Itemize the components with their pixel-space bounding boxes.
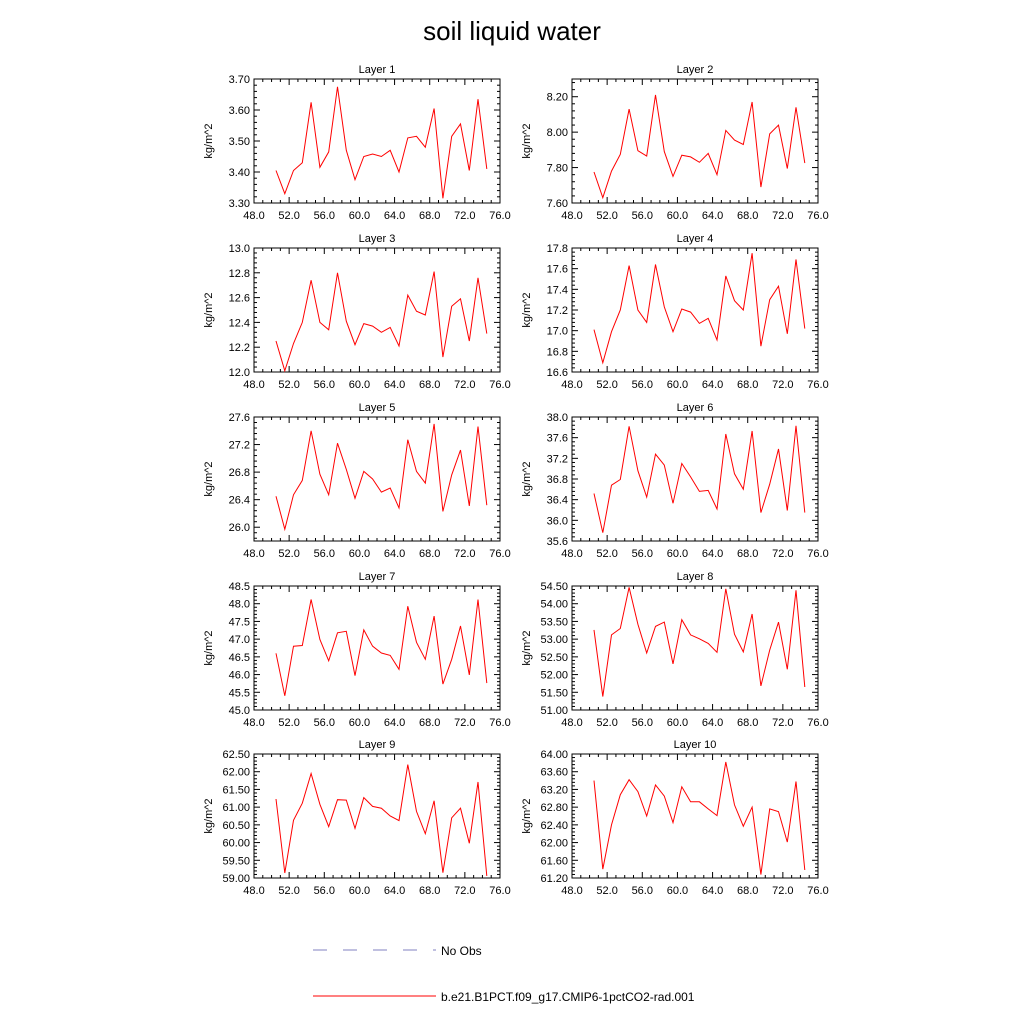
x-tick-label: 72.0	[454, 548, 476, 560]
y-tick-label: 61.20	[540, 873, 568, 885]
panel-title: Layer 5	[358, 402, 396, 414]
y-tick-label: 45.5	[228, 687, 250, 700]
y-tick-label: 52.50	[540, 651, 568, 664]
y-tick-label: 46.0	[228, 669, 250, 682]
y-axis-label: kg/m^2	[203, 123, 215, 159]
panel-title: Layer 1	[358, 64, 396, 76]
x-tick-label: 68.0	[737, 379, 759, 391]
y-tick-label: 17.6	[546, 263, 568, 276]
x-tick-label: 60.0	[348, 548, 371, 560]
y-tick-label: 8.20	[546, 91, 568, 104]
x-tick-label: 48.0	[561, 548, 583, 560]
y-tick-label: 54.50	[540, 581, 568, 593]
y-axis-label: kg/m^2	[521, 798, 533, 834]
x-tick-label: 76.0	[489, 885, 511, 897]
x-tick-label: 68.0	[419, 717, 441, 729]
y-tick-label: 51.50	[540, 687, 568, 700]
x-tick-label: 64.0	[701, 210, 724, 222]
x-tick-label: 76.0	[489, 717, 511, 729]
y-tick-label: 8.00	[546, 127, 568, 140]
y-tick-label: 62.50	[222, 749, 250, 761]
x-tick-label: 68.0	[419, 885, 441, 897]
y-tick-label: 45.0	[228, 705, 250, 717]
y-tick-label: 62.80	[540, 802, 568, 815]
y-tick-label: 60.00	[222, 837, 250, 850]
y-tick-label: 38.0	[546, 412, 568, 424]
y-tick-label: 47.0	[228, 634, 250, 647]
x-tick-label: 60.0	[348, 885, 371, 897]
x-tick-label: 72.0	[772, 717, 794, 729]
y-tick-label: 3.40	[228, 167, 250, 179]
x-tick-label: 68.0	[737, 548, 759, 560]
x-tick-label: 52.0	[278, 379, 300, 391]
y-tick-label: 3.30	[228, 198, 250, 210]
y-tick-label: 52.00	[540, 669, 568, 682]
y-axis-label: kg/m^2	[203, 292, 215, 328]
x-tick-label: 48.0	[561, 885, 583, 897]
x-tick-label: 48.0	[561, 210, 583, 222]
y-tick-label: 12.2	[228, 342, 250, 355]
x-tick-label: 60.0	[348, 717, 371, 729]
x-tick-label: 72.0	[772, 379, 794, 391]
x-tick-label: 68.0	[737, 885, 759, 897]
y-tick-label: 37.2	[546, 453, 568, 466]
x-tick-label: 48.0	[561, 379, 583, 391]
panel-title: Layer 3	[358, 233, 396, 245]
y-tick-label: 48.5	[228, 581, 250, 593]
y-tick-label: 62.00	[540, 837, 568, 850]
x-tick-label: 48.0	[561, 717, 583, 729]
x-tick-label: 56.0	[631, 548, 653, 560]
y-tick-label: 63.60	[540, 766, 568, 779]
x-tick-label: 60.0	[666, 379, 689, 391]
y-tick-label: 3.60	[228, 105, 250, 117]
y-tick-label: 17.4	[546, 284, 568, 297]
x-tick-label: 60.0	[348, 379, 371, 391]
panel-title: Layer 2	[676, 64, 714, 76]
x-tick-label: 64.0	[383, 379, 406, 391]
y-tick-label: 64.00	[540, 749, 568, 761]
x-tick-label: 64.0	[701, 885, 724, 897]
y-tick-label: 36.8	[546, 474, 568, 486]
x-tick-label: 60.0	[666, 210, 689, 222]
y-axis-label: kg/m^2	[521, 630, 533, 666]
y-tick-label: 59.00	[222, 873, 250, 885]
x-tick-label: 52.0	[278, 548, 300, 560]
y-tick-label: 36.4	[546, 494, 568, 507]
y-tick-label: 61.60	[540, 855, 568, 868]
x-tick-label: 72.0	[454, 379, 476, 391]
x-tick-label: 72.0	[772, 548, 794, 560]
x-tick-label: 60.0	[666, 548, 689, 560]
x-tick-label: 48.0	[243, 379, 265, 391]
y-tick-label: 53.00	[540, 634, 568, 647]
x-tick-label: 56.0	[313, 210, 335, 222]
x-tick-label: 68.0	[419, 548, 441, 560]
x-tick-label: 48.0	[243, 548, 265, 560]
x-tick-label: 68.0	[419, 379, 441, 391]
panel-title: Layer 6	[676, 402, 714, 414]
y-tick-label: 12.4	[228, 317, 250, 330]
y-tick-label: 17.8	[546, 243, 568, 255]
x-tick-label: 60.0	[666, 717, 689, 729]
y-tick-label: 59.50	[222, 855, 250, 868]
y-tick-label: 47.5	[228, 616, 250, 629]
x-tick-label: 56.0	[631, 885, 653, 897]
y-tick-label: 26.0	[228, 522, 250, 535]
x-tick-label: 64.0	[701, 548, 724, 560]
y-axis-label: kg/m^2	[203, 798, 215, 834]
y-tick-label: 37.6	[546, 432, 568, 445]
x-tick-label: 72.0	[772, 885, 794, 897]
x-tick-label: 52.0	[596, 379, 618, 391]
panel-title: Layer 7	[358, 571, 396, 583]
x-tick-label: 52.0	[596, 717, 618, 729]
x-tick-label: 48.0	[243, 717, 265, 729]
x-tick-label: 52.0	[278, 210, 300, 222]
panel-title: Layer 8	[676, 571, 714, 583]
legend-model-label: b.e21.B1PCT.f09_g17.CMIP6-1pctCO2-rad.001	[441, 990, 695, 1004]
x-tick-label: 48.0	[243, 210, 265, 222]
x-tick-label: 76.0	[807, 210, 829, 222]
x-tick-label: 56.0	[313, 548, 335, 560]
x-tick-label: 56.0	[631, 379, 653, 391]
x-tick-label: 76.0	[807, 379, 829, 391]
x-tick-label: 60.0	[666, 885, 689, 897]
x-tick-label: 52.0	[278, 717, 300, 729]
x-tick-label: 64.0	[383, 210, 406, 222]
y-tick-label: 7.60	[546, 198, 568, 210]
y-tick-label: 63.20	[540, 784, 568, 797]
x-tick-label: 64.0	[701, 717, 724, 729]
y-tick-label: 36.0	[546, 515, 568, 528]
x-tick-label: 52.0	[596, 885, 618, 897]
panel-title: Layer 10	[673, 739, 717, 751]
y-tick-label: 27.2	[228, 439, 250, 452]
y-tick-label: 26.4	[228, 494, 250, 507]
x-tick-label: 52.0	[278, 885, 300, 897]
x-tick-label: 56.0	[313, 717, 335, 729]
x-tick-label: 56.0	[631, 210, 653, 222]
x-tick-label: 64.0	[383, 885, 406, 897]
x-tick-label: 72.0	[454, 210, 476, 222]
y-axis-label: kg/m^2	[203, 461, 215, 497]
x-tick-label: 76.0	[489, 548, 511, 560]
x-tick-label: 72.0	[454, 885, 476, 897]
y-tick-label: 12.0	[228, 367, 250, 379]
y-tick-label: 17.0	[546, 325, 568, 338]
y-axis-label: kg/m^2	[521, 292, 533, 328]
y-axis-label: kg/m^2	[521, 461, 533, 497]
x-tick-label: 68.0	[737, 210, 759, 222]
y-tick-label: 60.50	[222, 819, 250, 832]
y-tick-label: 3.70	[228, 74, 250, 86]
y-tick-label: 53.50	[540, 616, 568, 629]
x-tick-label: 76.0	[807, 548, 829, 560]
x-tick-label: 76.0	[489, 210, 511, 222]
y-tick-label: 16.6	[546, 367, 568, 379]
figure-title: soil liquid water	[423, 16, 601, 46]
y-tick-label: 26.8	[228, 467, 250, 480]
y-tick-label: 12.8	[228, 267, 250, 280]
x-tick-label: 52.0	[596, 548, 618, 560]
x-tick-label: 72.0	[454, 717, 476, 729]
y-tick-label: 7.80	[546, 162, 568, 175]
panel-title: Layer 4	[676, 233, 714, 245]
y-tick-label: 35.6	[546, 536, 568, 548]
x-tick-label: 76.0	[807, 885, 829, 897]
y-axis-label: kg/m^2	[521, 123, 533, 159]
y-tick-label: 13.0	[228, 243, 250, 255]
y-tick-label: 54.00	[540, 598, 568, 611]
x-tick-label: 68.0	[419, 210, 441, 222]
x-tick-label: 64.0	[383, 717, 406, 729]
y-tick-label: 12.6	[228, 292, 250, 305]
x-tick-label: 64.0	[701, 379, 724, 391]
x-tick-label: 56.0	[313, 379, 335, 391]
y-tick-label: 27.6	[228, 412, 250, 424]
legend-no-obs-label: No Obs	[441, 944, 482, 958]
y-tick-label: 3.50	[228, 136, 250, 148]
x-tick-label: 48.0	[243, 885, 265, 897]
y-tick-label: 62.40	[540, 819, 568, 832]
x-tick-label: 56.0	[313, 885, 335, 897]
y-tick-label: 46.5	[228, 651, 250, 664]
y-tick-label: 61.00	[222, 802, 250, 815]
x-tick-label: 60.0	[348, 210, 371, 222]
x-tick-label: 76.0	[489, 379, 511, 391]
y-tick-label: 16.8	[546, 346, 568, 359]
x-tick-label: 64.0	[383, 548, 406, 560]
y-tick-label: 61.50	[222, 784, 250, 797]
x-tick-label: 68.0	[737, 717, 759, 729]
y-axis-label: kg/m^2	[203, 630, 215, 666]
y-tick-label: 62.00	[222, 766, 250, 779]
x-tick-label: 72.0	[772, 210, 794, 222]
y-tick-label: 48.0	[228, 598, 250, 611]
x-tick-label: 76.0	[807, 717, 829, 729]
y-tick-label: 51.00	[540, 705, 568, 717]
x-tick-label: 52.0	[596, 210, 618, 222]
y-tick-label: 17.2	[546, 305, 568, 317]
x-tick-label: 56.0	[631, 717, 653, 729]
panel-title: Layer 9	[358, 739, 396, 751]
